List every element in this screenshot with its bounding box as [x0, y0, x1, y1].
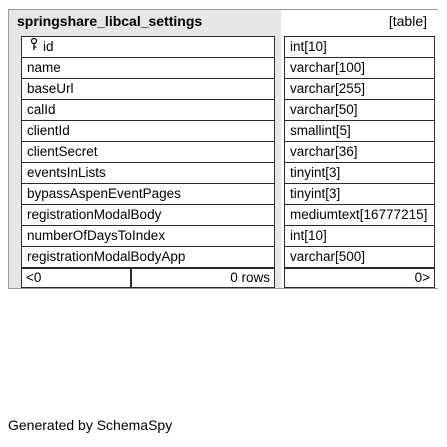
column-name-label: registrationModalBodyApp — [27, 249, 186, 264]
column-name-baseUrl — [21, 78, 275, 100]
column-type-bypassAspenEventPages: tinyint[3] — [284, 183, 435, 205]
column-name-label: clientId — [27, 123, 70, 138]
column-name-label: registrationModalBody — [27, 207, 162, 222]
column-name-label: calId — [27, 102, 56, 117]
key-icon — [27, 37, 41, 57]
column-type-clientId: smallint[5] — [284, 120, 435, 142]
parent-count: <0 — [21, 268, 131, 288]
column-type-name: varchar[100] — [284, 57, 435, 79]
column-name-calId — [21, 99, 275, 121]
column-name-registrationModalBody — [21, 204, 275, 226]
table-title: springshare_libcal_settings — [17, 13, 203, 29]
column-type-clientSecret: varchar[36] — [284, 141, 435, 163]
column-name-eventsInLists — [21, 162, 275, 184]
column-name-clientSecret — [21, 141, 275, 163]
column-name-numberOfDaysToIndex — [21, 225, 275, 247]
column-name-clientId — [21, 120, 275, 142]
column-type-baseUrl: varchar[255] — [284, 78, 435, 100]
child-count: 0> — [284, 268, 435, 288]
column-name-label: clientSecret — [27, 144, 98, 159]
column-name-label: eventsInLists — [27, 165, 106, 180]
column-type-registrationModalBody: mediumtext[16777215] — [284, 204, 435, 226]
table-node — [8, 9, 438, 289]
column-name-label: id — [43, 39, 54, 54]
column-name-label: baseUrl — [27, 81, 74, 96]
column-name-label: numberOfDaysToIndex — [27, 228, 166, 243]
column-name-label: bypassAspenEventPages — [27, 186, 181, 201]
column-name-registrationModalBodyApp — [21, 246, 275, 268]
generator-credit: Generated by SchemaSpy — [8, 417, 173, 433]
column-name-id — [21, 36, 275, 58]
table-type-tag: [table] — [388, 13, 427, 29]
column-type-eventsInLists: tinyint[3] — [284, 162, 435, 184]
column-name-name — [21, 57, 275, 79]
row-count: 0 rows — [131, 268, 275, 288]
column-name-label: name — [27, 60, 61, 75]
column-type-numberOfDaysToIndex: int[10] — [284, 225, 435, 247]
column-type-registrationModalBodyApp: varchar[500] — [284, 246, 435, 268]
column-type-calId: varchar[50] — [284, 99, 435, 121]
column-name-bypassAspenEventPages — [21, 183, 275, 205]
column-type-id: int[10] — [284, 36, 435, 58]
